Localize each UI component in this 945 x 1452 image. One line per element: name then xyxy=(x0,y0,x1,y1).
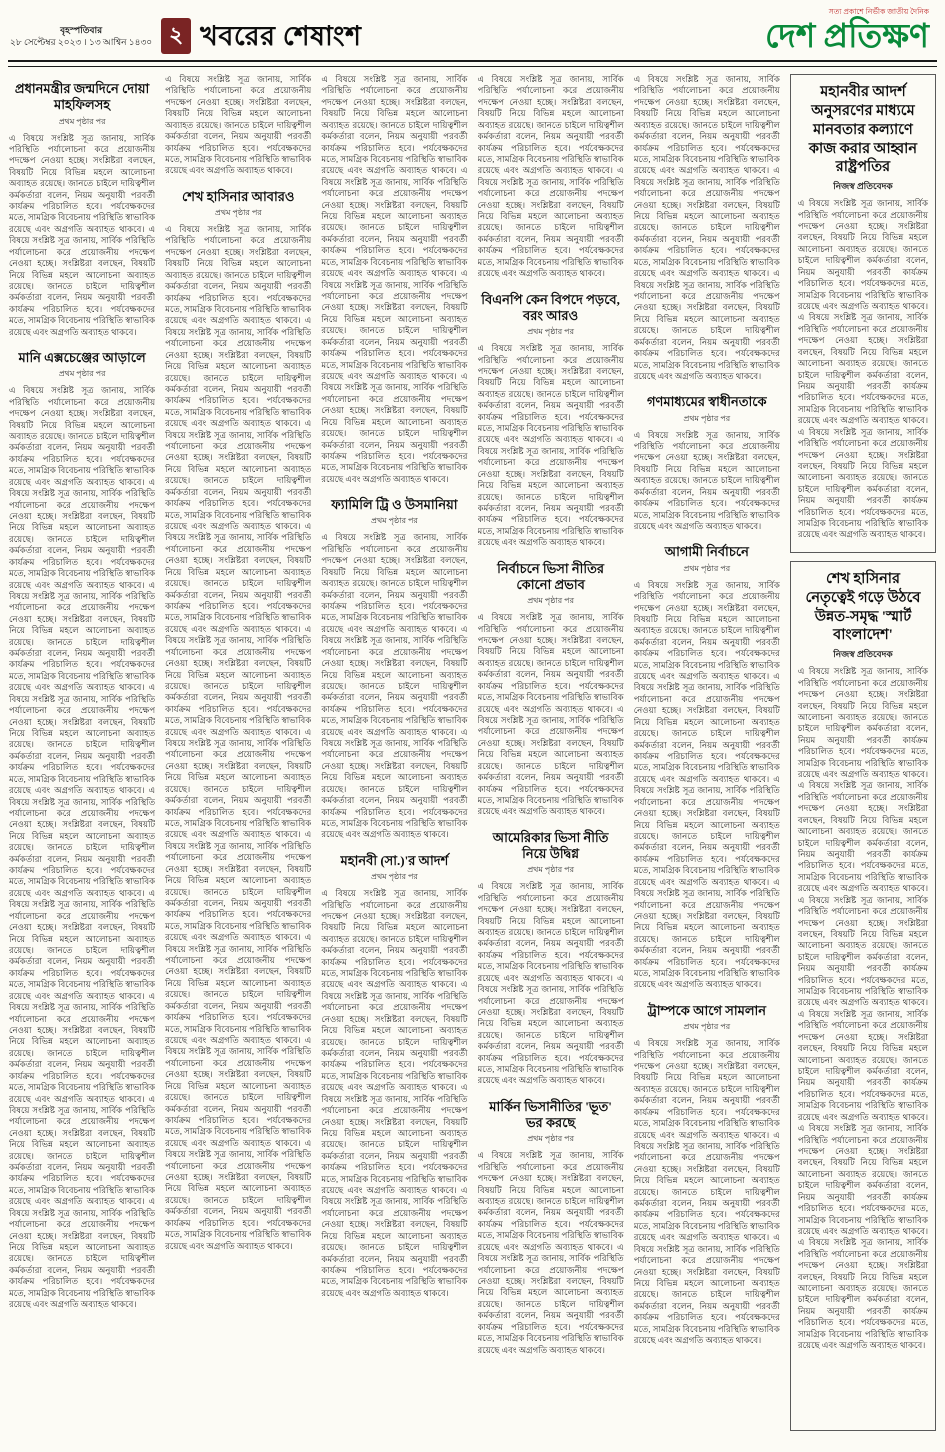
body-text: এ বিষয়ে সংশ্লিষ্ট সূত্র জানায়, সার্বিক পরিস্থিতি পর্যালোচনা করে প্রয়োজনীয় পদক্ষেপ নেওয়া হচ্ছে। সংশ্লিষ্টরা বলছেন, বিষয়টি নিয়ে বিভিন্ন মহলে আলোচনা অব্যাহত রয়েছে। জানতে চাইলে দায়িত্বশীল কর্মকর্তারা বলেন, নিয়ম অনুযায়ী পরবর্তী কার্যক্রম পরিচালিত হবে। পর্যবেক্ষকদের মতে, সামগ্রিক বিবেচনায় পরিস্থিতি স্বাভাবিক রয়েছে এবং অগ্রগতি অব্যাহত থাকবে। এ বিষয়ে সংশ্লিষ্ট সূত্র জানায়, সার্বিক পরিস্থিতি পর্যালোচনা করে প্রয়োজনীয় পদক্ষেপ নেওয়া হচ্ছে। সংশ্লিষ্টরা বলছেন, বিষয়টি নিয়ে বিভিন্ন মহলে আলোচনা অব্যাহত রয়েছে। জানতে চাইলে দায়িত্বশীল কর্মকর্তারা বলেন, নিয়ম অনুযায়ী পরবর্তী কার্যক্রম পরিচালিত হবে। পর্যবেক্ষকদের মতে, সামগ্রিক বিবেচনায় পরিস্থিতি স্বাভাবিক রয়েছে এবং অগ্রগতি অব্যাহত থাকবে। এ বিষয়ে সংশ্লিষ্ট সূত্র জানায়, সার্বিক পরিস্থিতি পর্যালোচনা করে প্রয়োজনীয় পদক্ষেপ নেওয়া হচ্ছে। সংশ্লিষ্টরা বলছেন, বিষয়টি নিয়ে বিভিন্ন মহলে আলোচনা অব্যাহত রয়েছে। জানতে চাইলে দায়িত্বশীল কর্মকর্তারা বলেন, নিয়ম অনুযায়ী পরবর্তী কার্যক্রম পরিচালিত হবে। পর্যবেক্ষকদের মতে, সামগ্রিক বিবেচনায় পরিস্থিতি স্বাভাবিক রয়েছে এবং অগ্রগতি অব্যাহত থাকবে। এ বিষয়ে সংশ্লিষ্ট সূত্র জানায়, সার্বিক পরিস্থিতি পর্যালোচনা করে প্রয়োজনীয় পদক্ষেপ নেওয়া হচ্ছে। সংশ্লিষ্টরা বলছেন, বিষয়টি নিয়ে বিভিন্ন মহলে আলোচনা অব্যাহত রয়েছে। জানতে চাইলে দায়িত্বশীল কর্মকর্তারা বলেন, নিয়ম অনুযায়ী পরবর্তী কার্যক্রম পরিচালিত হবে। পর্যবেক্ষকদের মতে, সামগ্রিক বিবেচনায় পরিস্থিতি স্বাভাবিক রয়েছে এবং অগ্রগতি অব্যাহত থাকবে। xyxy=(633,579,780,990)
body-text: এ বিষয়ে সংশ্লিষ্ট সূত্র জানায়, সার্বিক পরিস্থিতি পর্যালোচনা করে প্রয়োজনীয় পদক্ষেপ নেওয়া হচ্ছে। সংশ্লিষ্টরা বলছেন, বিষয়টি নিয়ে বিভিন্ন মহলে আলোচনা অব্যাহত রয়েছে। জানতে চাইলে দায়িত্বশীল কর্মকর্তারা বলেন, নিয়ম অনুযায়ী পরবর্তী কার্যক্রম পরিচালিত হবে। পর্যবেক্ষকদের মতে, সামগ্রিক বিবেচনায় পরিস্থিতি স্বাভাবিক রয়েছে এবং অগ্রগতি অব্যাহত থাকবে। এ বিষয়ে সংশ্লিষ্ট সূত্র জানায়, সার্বিক পরিস্থিতি পর্যালোচনা করে প্রয়োজনীয় পদক্ষেপ নেওয়া হচ্ছে। সংশ্লিষ্টরা বলছেন, বিষয়টি নিয়ে বিভিন্ন মহলে আলোচনা অব্যাহত রয়েছে। জানতে চাইলে দায়িত্বশীল কর্মকর্তারা বলেন, নিয়ম অনুযায়ী পরবর্তী কার্যক্রম পরিচালিত হবে। পর্যবেক্ষকদের মতে, সামগ্রিক বিবেচনায় পরিস্থিতি স্বাভাবিক রয়েছে এবং অগ্রগতি অব্যাহত থাকবে। এ বিষয়ে সংশ্লিষ্ট সূত্র জানায়, সার্বিক পরিস্থিতি পর্যালোচনা করে প্রয়োজনীয় পদক্ষেপ নেওয়া হচ্ছে। সংশ্লিষ্টরা বলছেন, বিষয়টি নিয়ে বিভিন্ন মহলে আলোচনা অব্যাহত রয়েছে। জানতে চাইলে দায়িত্বশীল কর্মকর্তারা বলেন, নিয়ম অনুযায়ী পরবর্তী কার্যক্রম পরিচালিত হবে। পর্যবেক্ষকদের মতে, সামগ্রিক বিবেচনায় পরিস্থিতি স্বাভাবিক রয়েছে এবং অগ্রগতি অব্যাহত থাকবে। xyxy=(633,1038,780,1346)
body-text: এ বিষয়ে সংশ্লিষ্ট সূত্র জানায়, সার্বিক পরিস্থিতি পর্যালোচনা করে প্রয়োজনীয় পদক্ষেপ নেওয়া হচ্ছে। সংশ্লিষ্টরা বলছেন, বিষয়টি নিয়ে বিভিন্ন মহলে আলোচনা অব্যাহত রয়েছে। জানতে চাইলে দায়িত্বশীল কর্মকর্তারা বলেন, নিয়ম অনুযায়ী পরবর্তী কার্যক্রম পরিচালিত হবে। পর্যবেক্ষকদের মতে, সামগ্রিক বিবেচনায় পরিস্থিতি স্বাভাবিক রয়েছে এবং অগ্রগতি অব্যাহত থাকবে। এ বিষয়ে সংশ্লিষ্ট সূত্র জানায়, সার্বিক পরিস্থিতি পর্যালোচনা করে প্রয়োজনীয় পদক্ষেপ নেওয়া হচ্ছে। সংশ্লিষ্টরা বলছেন, বিষয়টি নিয়ে বিভিন্ন মহলে আলোচনা অব্যাহত রয়েছে। জানতে চাইলে দায়িত্বশীল কর্মকর্তারা বলেন, নিয়ম অনুযায়ী পরবর্তী কার্যক্রম পরিচালিত হবে। পর্যবেক্ষকদের মতে, সামগ্রিক বিবেচনায় পরিস্থিতি স্বাভাবিক রয়েছে এবং অগ্রগতি অব্যাহত থাকবে। এ বিষয়ে সংশ্লিষ্ট সূত্র জানায়, সার্বিক পরিস্থিতি পর্যালোচনা করে প্রয়োজনীয় পদক্ষেপ নেওয়া হচ্ছে। সংশ্লিষ্টরা বলছেন, বিষয়টি নিয়ে বিভিন্ন মহলে আলোচনা অব্যাহত রয়েছে। জানতে চাইলে দায়িত্বশীল কর্মকর্তারা বলেন, নিয়ম অনুযায়ী পরবর্তী কার্যক্রম পরিচালিত হবে। পর্যবেক্ষকদের মতে, সামগ্রিক বিবেচনায় পরিস্থিতি স্বাভাবিক রয়েছে এবং অগ্রগতি অব্যাহত থাকবে। xyxy=(633,74,780,381)
column-3 xyxy=(321,74,467,1439)
section-title: খবরের শেষাংশ xyxy=(200,20,362,51)
continuation-label: প্রথম পৃষ্ঠার পর xyxy=(371,872,418,882)
masthead-name: দেশ প্রতিক্ষণ xyxy=(764,19,929,55)
body-text: এ বিষয়ে সংশ্লিষ্ট সূত্র জানায়, সার্বিক পরিস্থিতি পর্যালোচনা করে প্রয়োজনীয় পদক্ষেপ নেওয়া হচ্ছে। সংশ্লিষ্টরা বলছেন, বিষয়টি নিয়ে বিভিন্ন মহলে আলোচনা অব্যাহত রয়েছে। জানতে চাইলে দায়িত্বশীল কর্মকর্তারা বলেন, নিয়ম অনুযায়ী পরবর্তী কার্যক্রম পরিচালিত হবে। পর্যবেক্ষকদের মতে, সামগ্রিক বিবেচনায় পরিস্থিতি স্বাভাবিক রয়েছে এবং অগ্রগতি অব্যাহত থাকবে। এ বিষয়ে সংশ্লিষ্ট সূত্র জানায়, সার্বিক পরিস্থিতি পর্যালোচনা করে প্রয়োজনীয় পদক্ষেপ নেওয়া হচ্ছে। সংশ্লিষ্টরা বলছেন, বিষয়টি নিয়ে বিভিন্ন মহলে আলোচনা অব্যাহত রয়েছে। জানতে চাইলে দায়িত্বশীল কর্মকর্তারা বলেন, নিয়ম অনুযায়ী পরবর্তী কার্যক্রম পরিচালিত হবে। পর্যবেক্ষকদের মতে, সামগ্রিক বিবেচনায় পরিস্থিতি স্বাভাবিক রয়েছে এবং অগ্রগতি অব্যাহত থাকবে। এ বিষয়ে সংশ্লিষ্ট সূত্র জানায়, সার্বিক পরিস্থিতি পর্যালোচনা করে প্রয়োজনীয় পদক্ষেপ নেওয়া হচ্ছে। সংশ্লিষ্টরা বলছেন, বিষয়টি নিয়ে বিভিন্ন মহলে আলোচনা অব্যাহত রয়েছে। জানতে চাইলে দায়িত্বশীল কর্মকর্তারা বলেন, নিয়ম অনুযায়ী পরবর্তী কার্যক্রম পরিচালিত হবে। পর্যবেক্ষকদের মতে, সামগ্রিক বিবেচনায় পরিস্থিতি স্বাভাবিক রয়েছে এবং অগ্রগতি অব্যাহত থাকবে। এ বিষয়ে সংশ্লিষ্ট সূত্র জানায়, সার্বিক পরিস্থিতি পর্যালোচনা করে প্রয়োজনীয় পদক্ষেপ নেওয়া হচ্ছে। সংশ্লিষ্টরা বলছেন, বিষয়টি নিয়ে বিভিন্ন মহলে আলোচনা অব্যাহত রয়েছে। জানতে চাইলে দায়িত্বশীল কর্মকর্তারা বলেন, নিয়ম অনুযায়ী পরবর্তী কার্যক্রম পরিচালিত হবে। পর্যবেক্ষকদের মতে, সামগ্রিক বিবেচনায় পরিস্থিতি স্বাভাবিক রয়েছে এবং অগ্রগতি অব্যাহত থাকবে। এ বিষয়ে সংশ্লিষ্ট সূত্র জানায়, সার্বিক পরিস্থিতি পর্যালোচনা করে প্রয়োজনীয় পদক্ষেপ নেওয়া হচ্ছে। সংশ্লিষ্টরা বলছেন, বিষয়টি নিয়ে বিভিন্ন মহলে আলোচনা অব্যাহত রয়েছে। জানতে চাইলে দায়িত্বশীল কর্মকর্তারা বলেন, নিয়ম অনুযায়ী পরবর্তী কার্যক্রম পরিচালিত হবে। পর্যবেক্ষকদের মতে, সামগ্রিক বিবেচনায় পরিস্থিতি স্বাভাবিক রয়েছে এবং অগ্রগতি অব্যাহত থাকবে। এ বিষয়ে সংশ্লিষ্ট সূত্র জানায়, সার্বিক পরিস্থিতি পর্যালোচনা করে প্রয়োজনীয় পদক্ষেপ নেওয়া হচ্ছে। সংশ্লিষ্টরা বলছেন, বিষয়টি নিয়ে বিভিন্ন মহলে আলোচনা অব্যাহত রয়েছে। জানতে চাইলে দায়িত্বশীল কর্মকর্তারা বলেন, নিয়ম অনুযায়ী পরবর্তী কার্যক্রম পরিচালিত হবে। পর্যবেক্ষকদের মতে, সামগ্রিক বিবেচনায় পরিস্থিতি স্বাভাবিক রয়েছে এবং অগ্রগতি অব্যাহত থাকবে। xyxy=(797,666,929,1351)
body-text: এ বিষয়ে সংশ্লিষ্ট সূত্র জানায়, সার্বিক পরিস্থিতি পর্যালোচনা করে প্রয়োজনীয় পদক্ষেপ নেওয়া হচ্ছে। সংশ্লিষ্টরা বলছেন, বিষয়টি নিয়ে বিভিন্ন মহলে আলোচনা অব্যাহত রয়েছে। জানতে চাইলে দায়িত্বশীল কর্মকর্তারা বলেন, নিয়ম অনুযায়ী পরবর্তী কার্যক্রম পরিচালিত হবে। পর্যবেক্ষকদের মতে, সামগ্রিক বিবেচনায় পরিস্থিতি স্বাভাবিক রয়েছে এবং অগ্রগতি অব্যাহত থাকবে। এ বিষয়ে সংশ্লিষ্ট সূত্র জানায়, সার্বিক পরিস্থিতি পর্যালোচনা করে প্রয়োজনীয় পদক্ষেপ নেওয়া হচ্ছে। সংশ্লিষ্টরা বলছেন, বিষয়টি নিয়ে বিভিন্ন মহলে আলোচনা অব্যাহত রয়েছে। জানতে চাইলে দায়িত্বশীল কর্মকর্তারা বলেন, নিয়ম অনুযায়ী পরবর্তী কার্যক্রম পরিচালিত হবে। পর্যবেক্ষকদের মতে, সামগ্রিক বিবেচনায় পরিস্থিতি স্বাভাবিক রয়েছে এবং অগ্রগতি অব্যাহত থাকবে। xyxy=(477,343,624,548)
body-text: এ বিষয়ে সংশ্লিষ্ট সূত্র জানায়, সার্বিক পরিস্থিতি পর্যালোচনা করে প্রয়োজনীয় পদক্ষেপ নেওয়া হচ্ছে। সংশ্লিষ্টরা বলছেন, বিষয়টি নিয়ে বিভিন্ন মহলে আলোচনা অব্যাহত রয়েছে। জানতে চাইলে দায়িত্বশীল কর্মকর্তারা বলেন, নিয়ম অনুযায়ী পরবর্তী কার্যক্রম পরিচালিত হবে। পর্যবেক্ষকদের মতে, সামগ্রিক বিবেচনায় পরিস্থিতি স্বাভাবিক রয়েছে এবং অগ্রগতি অব্যাহত থাকবে। এ বিষয়ে সংশ্লিষ্ট সূত্র জানায়, সার্বিক পরিস্থিতি পর্যালোচনা করে প্রয়োজনীয় পদক্ষেপ নেওয়া হচ্ছে। সংশ্লিষ্টরা বলছেন, বিষয়টি নিয়ে বিভিন্ন মহলে আলোচনা অব্যাহত রয়েছে। জানতে চাইলে দায়িত্বশীল কর্মকর্তারা বলেন, নিয়ম অনুযায়ী পরবর্তী কার্যক্রম পরিচালিত হবে। পর্যবেক্ষকদের মতে, সামগ্রিক বিবেচনায় পরিস্থিতি স্বাভাবিক রয়েছে এবং অগ্রগতি অব্যাহত থাকবে। এ বিষয়ে সংশ্লিষ্ট সূত্র জানায়, সার্বিক পরিস্থিতি পর্যালোচনা করে প্রয়োজনীয় পদক্ষেপ নেওয়া হচ্ছে। সংশ্লিষ্টরা বলছেন, বিষয়টি নিয়ে বিভিন্ন মহলে আলোচনা অব্যাহত রয়েছে। জানতে চাইলে দায়িত্বশীল কর্মকর্তারা বলেন, নিয়ম অনুযায়ী পরবর্তী কার্যক্রম পরিচালিত হবে। পর্যবেক্ষকদের মতে, সামগ্রিক বিবেচনায় পরিস্থিতি স্বাভাবিক রয়েছে এবং অগ্রগতি অব্যাহত থাকবে। xyxy=(321,532,468,840)
body-text: এ বিষয়ে সংশ্লিষ্ট সূত্র জানায়, সার্বিক পরিস্থিতি পর্যালোচনা করে প্রয়োজনীয় পদক্ষেপ নেওয়া হচ্ছে। সংশ্লিষ্টরা বলছেন, বিষয়টি নিয়ে বিভিন্ন মহলে আলোচনা অব্যাহত রয়েছে। জানতে চাইলে দায়িত্বশীল কর্মকর্তারা বলেন, নিয়ম অনুযায়ী পরবর্তী কার্যক্রম পরিচালিত হবে। পর্যবেক্ষকদের মতে, সামগ্রিক বিবেচনায় পরিস্থিতি স্বাভাবিক রয়েছে এবং অগ্রগতি অব্যাহত থাকবে। এ বিষয়ে সংশ্লিষ্ট সূত্র জানায়, সার্বিক পরিস্থিতি পর্যালোচনা করে প্রয়োজনীয় পদক্ষেপ নেওয়া হচ্ছে। সংশ্লিষ্টরা বলছেন, বিষয়টি নিয়ে বিভিন্ন মহলে আলোচনা অব্যাহত রয়েছে। জানতে চাইলে দায়িত্বশীল কর্মকর্তারা বলেন, নিয়ম অনুযায়ী পরবর্তী কার্যক্রম পরিচালিত হবে। পর্যবেক্ষকদের মতে, সামগ্রিক বিবেচনায় পরিস্থিতি স্বাভাবিক রয়েছে এবং অগ্রগতি অব্যাহত থাকবে। এ বিষয়ে সংশ্লিষ্ট সূত্র জানায়, সার্বিক পরিস্থিতি পর্যালোচনা করে প্রয়োজনীয় পদক্ষেপ নেওয়া হচ্ছে। সংশ্লিষ্টরা বলছেন, বিষয়টি নিয়ে বিভিন্ন মহলে আলোচনা অব্যাহত রয়েছে। জানতে চাইলে দায়িত্বশীল কর্মকর্তারা বলেন, নিয়ম অনুযায়ী পরবর্তী কার্যক্রম পরিচালিত হবে। পর্যবেক্ষকদের মতে, সামগ্রিক বিবেচনায় পরিস্থিতি স্বাভাবিক রয়েছে এবং অগ্রগতি অব্যাহত থাকবে। এ বিষয়ে সংশ্লিষ্ট সূত্র জানায়, সার্বিক পরিস্থিতি পর্যালোচনা করে প্রয়োজনীয় পদক্ষেপ নেওয়া হচ্ছে। সংশ্লিষ্টরা বলছেন, বিষয়টি নিয়ে বিভিন্ন মহলে আলোচনা অব্যাহত রয়েছে। জানতে চাইলে দায়িত্বশীল কর্মকর্তারা বলেন, নিয়ম অনুযায়ী পরবর্তী কার্যক্রম পরিচালিত হবে। পর্যবেক্ষকদের মতে, সামগ্রিক বিবেচনায় পরিস্থিতি স্বাভাবিক রয়েছে এবং অগ্রগতি অব্যাহত থাকবে। এ বিষয়ে সংশ্লিষ্ট সূত্র জানায়, সার্বিক পরিস্থিতি পর্যালোচনা করে প্রয়োজনীয় পদক্ষেপ নেওয়া হচ্ছে। সংশ্লিষ্টরা বলছেন, বিষয়টি নিয়ে বিভিন্ন মহলে আলোচনা অব্যাহত রয়েছে। জানতে চাইলে দায়িত্বশীল কর্মকর্তারা বলেন, নিয়ম অনুযায়ী পরবর্তী কার্যক্রম পরিচালিত হবে। পর্যবেক্ষকদের মতে, সামগ্রিক বিবেচনায় পরিস্থিতি স্বাভাবিক রয়েছে এবং অগ্রগতি অব্যাহত থাকবে। এ বিষয়ে সংশ্লিষ্ট সূত্র জানায়, সার্বিক পরিস্থিতি পর্যালোচনা করে প্রয়োজনীয় পদক্ষেপ নেওয়া হচ্ছে। সংশ্লিষ্টরা বলছেন, বিষয়টি নিয়ে বিভিন্ন মহলে আলোচনা অব্যাহত রয়েছে। জানতে চাইলে দায়িত্বশীল কর্মকর্তারা বলেন, নিয়ম অনুযায়ী পরবর্তী কার্যক্রম পরিচালিত হবে। পর্যবেক্ষকদের মতে, সামগ্রিক বিবেচনায় পরিস্থিতি স্বাভাবিক রয়েছে এবং অগ্রগতি অব্যাহত থাকবে। এ বিষয়ে সংশ্লিষ্ট সূত্র জানায়, সার্বিক পরিস্থিতি পর্যালোচনা করে প্রয়োজনীয় পদক্ষেপ নেওয়া হচ্ছে। সংশ্লিষ্টরা বলছেন, বিষয়টি নিয়ে বিভিন্ন মহলে আলোচনা অব্যাহত রয়েছে। জানতে চাইলে দায়িত্বশীল কর্মকর্তারা বলেন, নিয়ম অনুযায়ী পরবর্তী কার্যক্রম পরিচালিত হবে। পর্যবেক্ষকদের মতে, সামগ্রিক বিবেচনায় পরিস্থিতি স্বাভাবিক রয়েছে এবং অগ্রগতি অব্যাহত থাকবে। এ বিষয়ে সংশ্লিষ্ট সূত্র জানায়, সার্বিক পরিস্থিতি পর্যালোচনা করে প্রয়োজনীয় পদক্ষেপ নেওয়া হচ্ছে। সংশ্লিষ্টরা বলছেন, বিষয়টি নিয়ে বিভিন্ন মহলে আলোচনা অব্যাহত রয়েছে। জানতে চাইলে দায়িত্বশীল কর্মকর্তারা বলেন, নিয়ম অনুযায়ী পরবর্তী কার্যক্রম পরিচালিত হবে। পর্যবেক্ষকদের মতে, সামগ্রিক বিবেচনায় পরিস্থিতি স্বাভাবিক রয়েছে এবং অগ্রগতি অব্যাহত থাকবে। এ বিষয়ে সংশ্লিষ্ট সূত্র জানায়, সার্বিক পরিস্থিতি পর্যালোচনা করে প্রয়োজনীয় পদক্ষেপ নেওয়া হচ্ছে। সংশ্লিষ্টরা বলছেন, বিষয়টি নিয়ে বিভিন্ন মহলে আলোচনা অব্যাহত রয়েছে। জানতে চাইলে দায়িত্বশীল কর্মকর্তারা বলেন, নিয়ম অনুযায়ী পরবর্তী কার্যক্রম পরিচালিত হবে। পর্যবেক্ষকদের মতে, সামগ্রিক বিবেচনায় পরিস্থিতি স্বাভাবিক রয়েছে এবং অগ্রগতি অব্যাহত থাকবে। xyxy=(9,385,156,1310)
column-1 xyxy=(9,74,155,1439)
continuation-label: প্রথম পৃষ্ঠার পর xyxy=(527,865,574,875)
column-5 xyxy=(634,74,780,1439)
article-headline: বিএনপি কেন বিপদে পড়বে, বরং আরও xyxy=(481,291,620,323)
body-text: এ বিষয়ে সংশ্লিষ্ট সূত্র জানায়, সার্বিক পরিস্থিতি পর্যালোচনা করে প্রয়োজনীয় পদক্ষেপ নেওয়া হচ্ছে। সংশ্লিষ্টরা বলছেন, বিষয়টি নিয়ে বিভিন্ন মহলে আলোচনা অব্যাহত রয়েছে। জানতে চাইলে দায়িত্বশীল কর্মকর্তারা বলেন, নিয়ম অনুযায়ী পরবর্তী কার্যক্রম পরিচালিত হবে। পর্যবেক্ষকদের মতে, সামগ্রিক বিবেচনায় পরিস্থিতি স্বাভাবিক রয়েছে এবং অগ্রগতি অব্যাহত থাকবে। এ বিষয়ে সংশ্লিষ্ট সূত্র জানায়, সার্বিক পরিস্থিতি পর্যালোচনা করে প্রয়োজনীয় পদক্ষেপ নেওয়া হচ্ছে। সংশ্লিষ্টরা বলছেন, বিষয়টি নিয়ে বিভিন্ন মহলে আলোচনা অব্যাহত রয়েছে। জানতে চাইলে দায়িত্বশীল কর্মকর্তারা বলেন, নিয়ম অনুযায়ী পরবর্তী কার্যক্রম পরিচালিত হবে। পর্যবেক্ষকদের মতে, সামগ্রিক বিবেচনায় পরিস্থিতি স্বাভাবিক রয়েছে এবং অগ্রগতি অব্যাহত থাকবে। এ বিষয়ে সংশ্লিষ্ট সূত্র জানায়, সার্বিক পরিস্থিতি পর্যালোচনা করে প্রয়োজনীয় পদক্ষেপ নেওয়া হচ্ছে। সংশ্লিষ্টরা বলছেন, বিষয়টি নিয়ে বিভিন্ন মহলে আলোচনা অব্যাহত রয়েছে। জানতে চাইলে দায়িত্বশীল কর্মকর্তারা বলেন, নিয়ম অনুযায়ী পরবর্তী কার্যক্রম পরিচালিত হবে। পর্যবেক্ষকদের মতে, সামগ্রিক বিবেচনায় পরিস্থিতি স্বাভাবিক রয়েছে এবং অগ্রগতি অব্যাহত থাকবে। এ বিষয়ে সংশ্লিষ্ট সূত্র জানায়, সার্বিক পরিস্থিতি পর্যালোচনা করে প্রয়োজনীয় পদক্ষেপ নেওয়া হচ্ছে। সংশ্লিষ্টরা বলছেন, বিষয়টি নিয়ে বিভিন্ন মহলে আলোচনা অব্যাহত রয়েছে। জানতে চাইলে দায়িত্বশীল কর্মকর্তারা বলেন, নিয়ম অনুযায়ী পরবর্তী কার্যক্রম পরিচালিত হবে। পর্যবেক্ষকদের মতে, সামগ্রিক বিবেচনায় পরিস্থিতি স্বাভাবিক রয়েছে এবং অগ্রগতি অব্যাহত থাকবে। এ বিষয়ে সংশ্লিষ্ট সূত্র জানায়, সার্বিক পরিস্থিতি পর্যালোচনা করে প্রয়োজনীয় পদক্ষেপ নেওয়া হচ্ছে। সংশ্লিষ্টরা বলছেন, বিষয়টি নিয়ে বিভিন্ন মহলে আলোচনা অব্যাহত রয়েছে। জানতে চাইলে দায়িত্বশীল কর্মকর্তারা বলেন, নিয়ম অনুযায়ী পরবর্তী কার্যক্রম পরিচালিত হবে। পর্যবেক্ষকদের মতে, সামগ্রিক বিবেচনায় পরিস্থিতি স্বাভাবিক রয়েছে এবং অগ্রগতি অব্যাহত থাকবে। এ বিষয়ে সংশ্লিষ্ট সূত্র জানায়, সার্বিক পরিস্থিতি পর্যালোচনা করে প্রয়োজনীয় পদক্ষেপ নেওয়া হচ্ছে। সংশ্লিষ্টরা বলছেন, বিষয়টি নিয়ে বিভিন্ন মহলে আলোচনা অব্যাহত রয়েছে। জানতে চাইলে দায়িত্বশীল কর্মকর্তারা বলেন, নিয়ম অনুযায়ী পরবর্তী কার্যক্রম পরিচালিত হবে। পর্যবেক্ষকদের মতে, সামগ্রিক বিবেচনায় পরিস্থিতি স্বাভাবিক রয়েছে এবং অগ্রগতি অব্যাহত থাকবে। এ বিষয়ে সংশ্লিষ্ট সূত্র জানায়, সার্বিক পরিস্থিতি পর্যালোচনা করে প্রয়োজনীয় পদক্ষেপ নেওয়া হচ্ছে। সংশ্লিষ্টরা বলছেন, বিষয়টি নিয়ে বিভিন্ন মহলে আলোচনা অব্যাহত রয়েছে। জানতে চাইলে দায়িত্বশীল কর্মকর্তারা বলেন, নিয়ম অনুযায়ী পরবর্তী কার্যক্রম পরিচালিত হবে। পর্যবেক্ষকদের মতে, সামগ্রিক বিবেচনায় পরিস্থিতি স্বাভাবিক রয়েছে এবং অগ্রগতি অব্যাহত থাকবে। এ বিষয়ে সংশ্লিষ্ট সূত্র জানায়, সার্বিক পরিস্থিতি পর্যালোচনা করে প্রয়োজনীয় পদক্ষেপ নেওয়া হচ্ছে। সংশ্লিষ্টরা বলছেন, বিষয়টি নিয়ে বিভিন্ন মহলে আলোচনা অব্যাহত রয়েছে। জানতে চাইলে দায়িত্বশীল কর্মকর্তারা বলেন, নিয়ম অনুযায়ী পরবর্তী কার্যক্রম পরিচালিত হবে। পর্যবেক্ষকদের মতে, সামগ্রিক বিবেচনায় পরিস্থিতি স্বাভাবিক রয়েছে এবং অগ্রগতি অব্যাহত থাকবে। এ বিষয়ে সংশ্লিষ্ট সূত্র জানায়, সার্বিক পরিস্থিতি পর্যালোচনা করে প্রয়োজনীয় পদক্ষেপ নেওয়া হচ্ছে। সংশ্লিষ্টরা বলছেন, বিষয়টি নিয়ে বিভিন্ন মহলে আলোচনা অব্যাহত রয়েছে। জানতে চাইলে দায়িত্বশীল কর্মকর্তারা বলেন, নিয়ম অনুযায়ী পরবর্তী কার্যক্রম পরিচালিত হবে। পর্যবেক্ষকদের মতে, সামগ্রিক বিবেচনায় পরিস্থিতি স্বাভাবিক রয়েছে এবং অগ্রগতি অব্যাহত থাকবে। এ বিষয়ে সংশ্লিষ্ট সূত্র জানায়, সার্বিক পরিস্থিতি পর্যালোচনা করে প্রয়োজনীয় পদক্ষেপ নেওয়া হচ্ছে। সংশ্লিষ্টরা বলছেন, বিষয়টি নিয়ে বিভিন্ন মহলে আলোচনা অব্যাহত রয়েছে। জানতে চাইলে দায়িত্বশীল কর্মকর্তারা বলেন, নিয়ম অনুযায়ী পরবর্তী কার্যক্রম পরিচালিত হবে। পর্যবেক্ষকদের মতে, সামগ্রিক বিবেচনায় পরিস্থিতি স্বাভাবিক রয়েছে এবং অগ্রগতি অব্যাহত থাকবে। xyxy=(165,224,312,1251)
continuation-label: প্রথম পৃষ্ঠার পর xyxy=(58,116,106,126)
article-headline: প্রধানমন্ত্রীর জন্মদিনে দোয়া মাহফিলসহ xyxy=(14,81,150,113)
weekday-label: বৃহস্পতিবার xyxy=(60,24,103,35)
columns xyxy=(0,67,945,1447)
header-left xyxy=(10,18,361,54)
article-headline: গণমাধ্যমের স্বাধীনতাকে xyxy=(646,394,767,410)
reporter-byline: নিজস্ব প্রতিবেদক xyxy=(833,649,893,660)
article-headline: আমেরিকার ভিসা নীতি নিয়ে উদ্বিগ্ন xyxy=(492,829,609,862)
reporter-byline: নিজস্ব প্রতিবেদক xyxy=(833,181,893,192)
column-6 xyxy=(790,74,936,1439)
article-headline: মার্কিন ভিসানীতির 'ভূত' ভর করছে xyxy=(489,1098,612,1131)
column-2 xyxy=(165,74,311,1439)
page-header xyxy=(0,0,945,58)
article-box xyxy=(790,561,936,1431)
body-text: এ বিষয়ে সংশ্লিষ্ট সূত্র জানায়, সার্বিক পরিস্থিতি পর্যালোচনা করে প্রয়োজনীয় পদক্ষেপ নেওয়া হচ্ছে। সংশ্লিষ্টরা বলছেন, বিষয়টি নিয়ে বিভিন্ন মহলে আলোচনা অব্যাহত রয়েছে। জানতে চাইলে দায়িত্বশীল কর্মকর্তারা বলেন, নিয়ম অনুযায়ী পরবর্তী কার্যক্রম পরিচালিত হবে। পর্যবেক্ষকদের মতে, সামগ্রিক বিবেচনায় পরিস্থিতি স্বাভাবিক রয়েছে এবং অগ্রগতি অব্যাহত থাকবে। এ বিষয়ে সংশ্লিষ্ট সূত্র জানায়, সার্বিক পরিস্থিতি পর্যালোচনা করে প্রয়োজনীয় পদক্ষেপ নেওয়া হচ্ছে। সংশ্লিষ্টরা বলছেন, বিষয়টি নিয়ে বিভিন্ন মহলে আলোচনা অব্যাহত রয়েছে। জানতে চাইলে দায়িত্বশীল কর্মকর্তারা বলেন, নিয়ম অনুযায়ী পরবর্তী কার্যক্রম পরিচালিত হবে। পর্যবেক্ষকদের মতে, সামগ্রিক বিবেচনায় পরিস্থিতি স্বাভাবিক রয়েছে এবং অগ্রগতি অব্যাহত থাকবে। এ বিষয়ে সংশ্লিষ্ট সূত্র জানায়, সার্বিক পরিস্থিতি পর্যালোচনা করে প্রয়োজনীয় পদক্ষেপ নেওয়া হচ্ছে। সংশ্লিষ্টরা বলছেন, বিষয়টি নিয়ে বিভিন্ন মহলে আলোচনা অব্যাহত রয়েছে। জানতে চাইলে দায়িত্বশীল কর্মকর্তারা বলেন, নিয়ম অনুযায়ী পরবর্তী কার্যক্রম পরিচালিত হবে। পর্যবেক্ষকদের মতে, সামগ্রিক বিবেচনায় পরিস্থিতি স্বাভাবিক রয়েছে এবং অগ্রগতি অব্যাহত থাকবে। xyxy=(797,198,929,540)
article-headline: ট্রাম্পকে আগে সামলান xyxy=(647,1002,767,1018)
continuation-label: প্রথম পৃষ্ঠার পর xyxy=(527,327,574,337)
masthead xyxy=(765,7,933,54)
article-headline: শেখ হাসিনার নেতৃত্বেই গড়ে উঠবে উন্নত-সমৃদ্ধ 'স্মার্ট বাংলাদেশ' xyxy=(805,570,921,644)
body-text: এ বিষয়ে সংশ্লিষ্ট সূত্র জানায়, সার্বিক পরিস্থিতি পর্যালোচনা করে প্রয়োজনীয় পদক্ষেপ নেওয়া হচ্ছে। সংশ্লিষ্টরা বলছেন, বিষয়টি নিয়ে বিভিন্ন মহলে আলোচনা অব্যাহত রয়েছে। জানতে চাইলে দায়িত্বশীল কর্মকর্তারা বলেন, নিয়ম অনুযায়ী পরবর্তী কার্যক্রম পরিচালিত হবে। পর্যবেক্ষকদের মতে, সামগ্রিক বিবেচনায় পরিস্থিতি স্বাভাবিক রয়েছে এবং অগ্রগতি অব্যাহত থাকবে। এ বিষয়ে সংশ্লিষ্ট সূত্র জানায়, সার্বিক পরিস্থিতি পর্যালোচনা করে প্রয়োজনীয় পদক্ষেপ নেওয়া হচ্ছে। সংশ্লিষ্টরা বলছেন, বিষয়টি নিয়ে বিভিন্ন মহলে আলোচনা অব্যাহত রয়েছে। জানতে চাইলে দায়িত্বশীল কর্মকর্তারা বলেন, নিয়ম অনুযায়ী পরবর্তী কার্যক্রম পরিচালিত হবে। পর্যবেক্ষকদের মতে, সামগ্রিক বিবেচনায় পরিস্থিতি স্বাভাবিক রয়েছে এবং অগ্রগতি অব্যাহত থাকবে। এ বিষয়ে সংশ্লিষ্ট সূত্র জানায়, সার্বিক পরিস্থিতি পর্যালোচনা করে প্রয়োজনীয় পদক্ষেপ নেওয়া হচ্ছে। সংশ্লিষ্টরা বলছেন, বিষয়টি নিয়ে বিভিন্ন মহলে আলোচনা অব্যাহত রয়েছে। জানতে চাইলে দায়িত্বশীল কর্মকর্তারা বলেন, নিয়ম অনুযায়ী পরবর্তী কার্যক্রম পরিচালিত হবে। পর্যবেক্ষকদের মতে, সামগ্রিক বিবেচনায় পরিস্থিতি স্বাভাবিক রয়েছে এবং অগ্রগতি অব্যাহত থাকবে। এ বিষয়ে সংশ্লিষ্ট সূত্র জানায়, সার্বিক পরিস্থিতি পর্যালোচনা করে প্রয়োজনীয় পদক্ষেপ নেওয়া হচ্ছে। সংশ্লিষ্টরা বলছেন, বিষয়টি নিয়ে বিভিন্ন মহলে আলোচনা অব্যাহত রয়েছে। জানতে চাইলে দায়িত্বশীল কর্মকর্তারা বলেন, নিয়ম অনুযায়ী পরবর্তী কার্যক্রম পরিচালিত হবে। পর্যবেক্ষকদের মতে, সামগ্রিক বিবেচনায় পরিস্থিতি স্বাভাবিক রয়েছে এবং অগ্রগতি অব্যাহত থাকবে। xyxy=(321,74,468,484)
continuation-label: প্রথম পৃষ্ঠার পর xyxy=(371,516,418,526)
body-text: এ বিষয়ে সংশ্লিষ্ট সূত্র জানায়, সার্বিক পরিস্থিতি পর্যালোচনা করে প্রয়োজনীয় পদক্ষেপ নেওয়া হচ্ছে। সংশ্লিষ্টরা বলছেন, বিষয়টি নিয়ে বিভিন্ন মহলে আলোচনা অব্যাহত রয়েছে। জানতে চাইলে দায়িত্বশীল কর্মকর্তারা বলেন, নিয়ম অনুযায়ী পরবর্তী কার্যক্রম পরিচালিত হবে। পর্যবেক্ষকদের মতে, সামগ্রিক বিবেচনায় পরিস্থিতি স্বাভাবিক রয়েছে এবং অগ্রগতি অব্যাহত থাকবে। এ বিষয়ে সংশ্লিষ্ট সূত্র জানায়, সার্বিক পরিস্থিতি পর্যালোচনা করে প্রয়োজনীয় পদক্ষেপ নেওয়া হচ্ছে। সংশ্লিষ্টরা বলছেন, বিষয়টি নিয়ে বিভিন্ন মহলে আলোচনা অব্যাহত রয়েছে। জানতে চাইলে দায়িত্বশীল কর্মকর্তারা বলেন, নিয়ম অনুযায়ী পরবর্তী কার্যক্রম পরিচালিত হবে। পর্যবেক্ষকদের মতে, সামগ্রিক বিবেচনায় পরিস্থিতি স্বাভাবিক রয়েছে এবং অগ্রগতি অব্যাহত থাকবে। xyxy=(477,881,624,1086)
article-headline: ফ্যামিলি ট্রি ও উসমানিয়া xyxy=(331,497,458,513)
body-text: এ বিষয়ে সংশ্লিষ্ট সূত্র জানায়, সার্বিক পরিস্থিতি পর্যালোচনা করে প্রয়োজনীয় পদক্ষেপ নেওয়া হচ্ছে। সংশ্লিষ্টরা বলছেন, বিষয়টি নিয়ে বিভিন্ন মহলে আলোচনা অব্যাহত রয়েছে। জানতে চাইলে দায়িত্বশীল কর্মকর্তারা বলেন, নিয়ম অনুযায়ী পরবর্তী কার্যক্রম পরিচালিত হবে। পর্যবেক্ষকদের মতে, সামগ্রিক বিবেচনায় পরিস্থিতি স্বাভাবিক রয়েছে এবং অগ্রগতি অব্যাহত থাকবে। এ বিষয়ে সংশ্লিষ্ট সূত্র জানায়, সার্বিক পরিস্থিতি পর্যালোচনা করে প্রয়োজনীয় পদক্ষেপ নেওয়া হচ্ছে। সংশ্লিষ্টরা বলছেন, বিষয়টি নিয়ে বিভিন্ন মহলে আলোচনা অব্যাহত রয়েছে। জানতে চাইলে দায়িত্বশীল কর্মকর্তারা বলেন, নিয়ম অনুযায়ী পরবর্তী কার্যক্রম পরিচালিত হবে। পর্যবেক্ষকদের মতে, সামগ্রিক বিবেচনায় পরিস্থিতি স্বাভাবিক রয়েছে এবং অগ্রগতি অব্যাহত থাকবে। xyxy=(477,612,624,817)
article-box xyxy=(790,74,936,553)
article-headline: আগামী নির্বাচনে xyxy=(664,544,749,560)
page-number-badge: ২ xyxy=(161,18,191,54)
article-headline: মহানবী (সা.)'র আদর্শ xyxy=(340,852,449,868)
masthead-tagline: সত্য প্রকাশে নির্ভীক জাতীয় দৈনিক xyxy=(828,7,929,16)
column-4 xyxy=(478,74,624,1439)
article-headline: শেখ হাসিনার আবারও xyxy=(182,188,295,204)
continuation-label: প্রথম পৃষ্ঠার পর xyxy=(527,596,574,606)
date-line: ২৮ সেপ্টেম্বর ২০২৩ । ১৩ আশ্বিন ১৪৩০ xyxy=(10,37,153,47)
body-text: এ বিষয়ে সংশ্লিষ্ট সূত্র জানায়, সার্বিক পরিস্থিতি পর্যালোচনা করে প্রয়োজনীয় পদক্ষেপ নেওয়া হচ্ছে। সংশ্লিষ্টরা বলছেন, বিষয়টি নিয়ে বিভিন্ন মহলে আলোচনা অব্যাহত রয়েছে। জানতে চাইলে দায়িত্বশীল কর্মকর্তারা বলেন, নিয়ম অনুযায়ী পরবর্তী কার্যক্রম পরিচালিত হবে। পর্যবেক্ষকদের মতে, সামগ্রিক বিবেচনায় পরিস্থিতি স্বাভাবিক রয়েছে এবং অগ্রগতি অব্যাহত থাকবে। xyxy=(633,429,780,532)
continuation-label: প্রথম পৃষ্ঠার পর xyxy=(683,563,731,573)
article-headline: মানি এক্সচেঞ্জের আড়ালে xyxy=(18,350,146,366)
article-headline: নির্বাচনে ভিসা নীতির কোনো প্রভাব xyxy=(497,560,605,592)
continuation-label: প্রথম পৃষ্ঠার পর xyxy=(214,208,262,218)
article-headline: মহানবীর আদর্শ অনুসরণের মাধ্যমে মানবতার কল্যাণে কাজ করার আহ্বান রাষ্ট্রপতির xyxy=(808,84,918,176)
body-text: এ বিষয়ে সংশ্লিষ্ট সূত্র জানায়, সার্বিক পরিস্থিতি পর্যালোচনা করে প্রয়োজনীয় পদক্ষেপ নেওয়া হচ্ছে। সংশ্লিষ্টরা বলছেন, বিষয়টি নিয়ে বিভিন্ন মহলে আলোচনা অব্যাহত রয়েছে। জানতে চাইলে দায়িত্বশীল কর্মকর্তারা বলেন, নিয়ম অনুযায়ী পরবর্তী কার্যক্রম পরিচালিত হবে। পর্যবেক্ষকদের মতে, সামগ্রিক বিবেচনায় পরিস্থিতি স্বাভাবিক রয়েছে এবং অগ্রগতি অব্যাহত থাকবে। এ বিষয়ে সংশ্লিষ্ট সূত্র জানায়, সার্বিক পরিস্থিতি পর্যালোচনা করে প্রয়োজনীয় পদক্ষেপ নেওয়া হচ্ছে। সংশ্লিষ্টরা বলছেন, বিষয়টি নিয়ে বিভিন্ন মহলে আলোচনা অব্যাহত রয়েছে। জানতে চাইলে দায়িত্বশীল কর্মকর্তারা বলেন, নিয়ম অনুযায়ী পরবর্তী কার্যক্রম পরিচালিত হবে। পর্যবেক্ষকদের মতে, সামগ্রিক বিবেচনায় পরিস্থিতি স্বাভাবিক রয়েছে এবং অগ্রগতি অব্যাহত থাকবে। এ বিষয়ে সংশ্লিষ্ট সূত্র জানায়, সার্বিক পরিস্থিতি পর্যালোচনা করে প্রয়োজনীয় পদক্ষেপ নেওয়া হচ্ছে। সংশ্লিষ্টরা বলছেন, বিষয়টি নিয়ে বিভিন্ন মহলে আলোচনা অব্যাহত রয়েছে। জানতে চাইলে দায়িত্বশীল কর্মকর্তারা বলেন, নিয়ম অনুযায়ী পরবর্তী কার্যক্রম পরিচালিত হবে। পর্যবেক্ষকদের মতে, সামগ্রিক বিবেচনায় পরিস্থিতি স্বাভাবিক রয়েছে এবং অগ্রগতি অব্যাহত থাকবে। এ বিষয়ে সংশ্লিষ্ট সূত্র জানায়, সার্বিক পরিস্থিতি পর্যালোচনা করে প্রয়োজনীয় পদক্ষেপ নেওয়া হচ্ছে। সংশ্লিষ্টরা বলছেন, বিষয়টি নিয়ে বিভিন্ন মহলে আলোচনা অব্যাহত রয়েছে। জানতে চাইলে দায়িত্বশীল কর্মকর্তারা বলেন, নিয়ম অনুযায়ী পরবর্তী কার্যক্রম পরিচালিত হবে। পর্যবেক্ষকদের মতে, সামগ্রিক বিবেচনায় পরিস্থিতি স্বাভাবিক রয়েছে এবং অগ্রগতি অব্যাহত থাকবে। xyxy=(321,888,468,1298)
body-text: এ বিষয়ে সংশ্লিষ্ট সূত্র জানায়, সার্বিক পরিস্থিতি পর্যালোচনা করে প্রয়োজনীয় পদক্ষেপ নেওয়া হচ্ছে। সংশ্লিষ্টরা বলছেন, বিষয়টি নিয়ে বিভিন্ন মহলে আলোচনা অব্যাহত রয়েছে। জানতে চাইলে দায়িত্বশীল কর্মকর্তারা বলেন, নিয়ম অনুযায়ী পরবর্তী কার্যক্রম পরিচালিত হবে। পর্যবেক্ষকদের মতে, সামগ্রিক বিবেচনায় পরিস্থিতি স্বাভাবিক রয়েছে এবং অগ্রগতি অব্যাহত থাকবে। এ বিষয়ে সংশ্লিষ্ট সূত্র জানায়, সার্বিক পরিস্থিতি পর্যালোচনা করে প্রয়োজনীয় পদক্ষেপ নেওয়া হচ্ছে। সংশ্লিষ্টরা বলছেন, বিষয়টি নিয়ে বিভিন্ন মহলে আলোচনা অব্যাহত রয়েছে। জানতে চাইলে দায়িত্বশীল কর্মকর্তারা বলেন, নিয়ম অনুযায়ী পরবর্তী কার্যক্রম পরিচালিত হবে। পর্যবেক্ষকদের মতে, সামগ্রিক বিবেচনায় পরিস্থিতি স্বাভাবিক রয়েছে এবং অগ্রগতি অব্যাহত থাকবে। xyxy=(477,74,624,279)
body-text: এ বিষয়ে সংশ্লিষ্ট সূত্র জানায়, সার্বিক পরিস্থিতি পর্যালোচনা করে প্রয়োজনীয় পদক্ষেপ নেওয়া হচ্ছে। সংশ্লিষ্টরা বলছেন, বিষয়টি নিয়ে বিভিন্ন মহলে আলোচনা অব্যাহত রয়েছে। জানতে চাইলে দায়িত্বশীল কর্মকর্তারা বলেন, নিয়ম অনুযায়ী পরবর্তী কার্যক্রম পরিচালিত হবে। পর্যবেক্ষকদের মতে, সামগ্রিক বিবেচনায় পরিস্থিতি স্বাভাবিক রয়েছে এবং অগ্রগতি অব্যাহত থাকবে। xyxy=(165,74,312,176)
header-rule xyxy=(8,60,937,67)
continuation-label: প্রথম পৃষ্ঠার পর xyxy=(683,413,731,423)
continuation-label: প্রথম পৃষ্ঠার পর xyxy=(683,1022,731,1032)
date-block xyxy=(10,24,152,48)
body-text: এ বিষয়ে সংশ্লিষ্ট সূত্র জানায়, সার্বিক পরিস্থিতি পর্যালোচনা করে প্রয়োজনীয় পদক্ষেপ নেওয়া হচ্ছে। সংশ্লিষ্টরা বলছেন, বিষয়টি নিয়ে বিভিন্ন মহলে আলোচনা অব্যাহত রয়েছে। জানতে চাইলে দায়িত্বশীল কর্মকর্তারা বলেন, নিয়ম অনুযায়ী পরবর্তী কার্যক্রম পরিচালিত হবে। পর্যবেক্ষকদের মতে, সামগ্রিক বিবেচনায় পরিস্থিতি স্বাভাবিক রয়েছে এবং অগ্রগতি অব্যাহত থাকবে। এ বিষয়ে সংশ্লিষ্ট সূত্র জানায়, সার্বিক পরিস্থিতি পর্যালোচনা করে প্রয়োজনীয় পদক্ষেপ নেওয়া হচ্ছে। সংশ্লিষ্টরা বলছেন, বিষয়টি নিয়ে বিভিন্ন মহলে আলোচনা অব্যাহত রয়েছে। জানতে চাইলে দায়িত্বশীল কর্মকর্তারা বলেন, নিয়ম অনুযায়ী পরবর্তী কার্যক্রম পরিচালিত হবে। পর্যবেক্ষকদের মতে, সামগ্রিক বিবেচনায় পরিস্থিতি স্বাভাবিক রয়েছে এবং অগ্রগতি অব্যাহত থাকবে। xyxy=(9,132,156,337)
continuation-label: প্রথম পৃষ্ঠার পর xyxy=(58,369,106,379)
continuation-label: প্রথম পৃষ্ঠার পর xyxy=(527,1134,574,1144)
body-text: এ বিষয়ে সংশ্লিষ্ট সূত্র জানায়, সার্বিক পরিস্থিতি পর্যালোচনা করে প্রয়োজনীয় পদক্ষেপ নেওয়া হচ্ছে। সংশ্লিষ্টরা বলছেন, বিষয়টি নিয়ে বিভিন্ন মহলে আলোচনা অব্যাহত রয়েছে। জানতে চাইলে দায়িত্বশীল কর্মকর্তারা বলেন, নিয়ম অনুযায়ী পরবর্তী কার্যক্রম পরিচালিত হবে। পর্যবেক্ষকদের মতে, সামগ্রিক বিবেচনায় পরিস্থিতি স্বাভাবিক রয়েছে এবং অগ্রগতি অব্যাহত থাকবে। এ বিষয়ে সংশ্লিষ্ট সূত্র জানায়, সার্বিক পরিস্থিতি পর্যালোচনা করে প্রয়োজনীয় পদক্ষেপ নেওয়া হচ্ছে। সংশ্লিষ্টরা বলছেন, বিষয়টি নিয়ে বিভিন্ন মহলে আলোচনা অব্যাহত রয়েছে। জানতে চাইলে দায়িত্বশীল কর্মকর্তারা বলেন, নিয়ম অনুযায়ী পরবর্তী কার্যক্রম পরিচালিত হবে। পর্যবেক্ষকদের মতে, সামগ্রিক বিবেচনায় পরিস্থিতি স্বাভাবিক রয়েছে এবং অগ্রগতি অব্যাহত থাকবে। xyxy=(477,1150,624,1355)
